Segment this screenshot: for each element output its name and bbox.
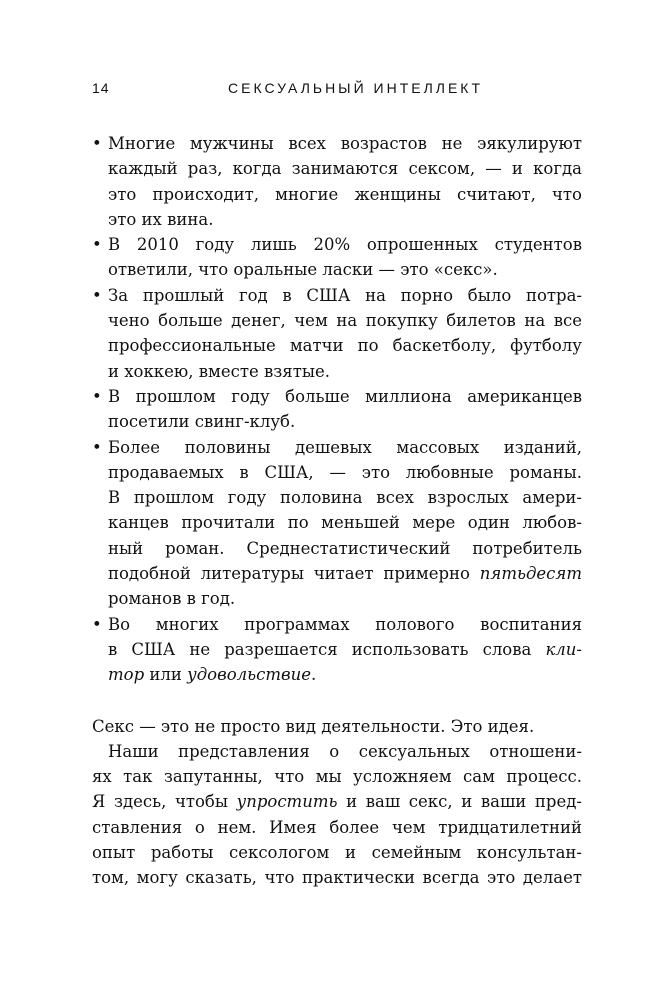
bullet-item: • За прошлый год в США на порно было потра- чено больше денег, чем на покупку билетов на все профессиональные матчи по баскетболу, футболу и хоккею, вместе взятые. (92, 283, 582, 384)
body-text (92, 131, 582, 891)
paragraph-gap (92, 688, 582, 714)
bullet-icon: • (92, 437, 102, 457)
page-number: 14 (92, 80, 110, 96)
bullet-item: • Во многих программах полового воспитания в США не разрешается использовать слова кли- тор или удовольствие. (92, 612, 582, 688)
bullet-icon: • (92, 285, 102, 305)
bullet-icon: • (92, 134, 102, 153)
bullet-item: • В 2010 году лишь 20% опрошенных студентов ответили, что оральные ласки — это «секс». (92, 232, 582, 283)
bullet-item: • Многие мужчины всех возрастов не эякулируют каждый раз, когда занимаются сексом, — и когда это происходит, многие женщины считают, что это их вина. (92, 131, 582, 232)
bullet-item: • Более половины дешевых массовых изданий, продаваемых в США, — это любовные романы. В прошлом году половина всех взрослых амери- канцев прочитали по меньшей мере один любов- ный роман. Среднестатистический потребитель подобной литературы читает примерно пятьдесят романов в год. (92, 435, 582, 612)
bullet-item: • В прошлом году больше миллиона американцев посетили свинг-клуб. (92, 384, 582, 435)
paragraph: Наши представления о сексуальных отношени- ях так запутанны, что мы усложняем сам процесс. Я здесь, чтобы упростить и ваш секс, и ваши пред- ставления о нем. Имея более чем тридцатилетний опыт работы сексологом и семейным консультан- том, могу сказать, что практически всегда это делает (92, 741, 582, 888)
bullet-icon: • (92, 386, 102, 406)
running-title: СЕКСУАЛЬНЫЙ ИНТЕЛЛЕКТ (228, 80, 484, 96)
bullet-icon: • (92, 614, 102, 634)
bullet-icon: • (92, 235, 102, 255)
paragraph: Секс — это не просто вид деятельности. Это идея. (92, 716, 535, 736)
